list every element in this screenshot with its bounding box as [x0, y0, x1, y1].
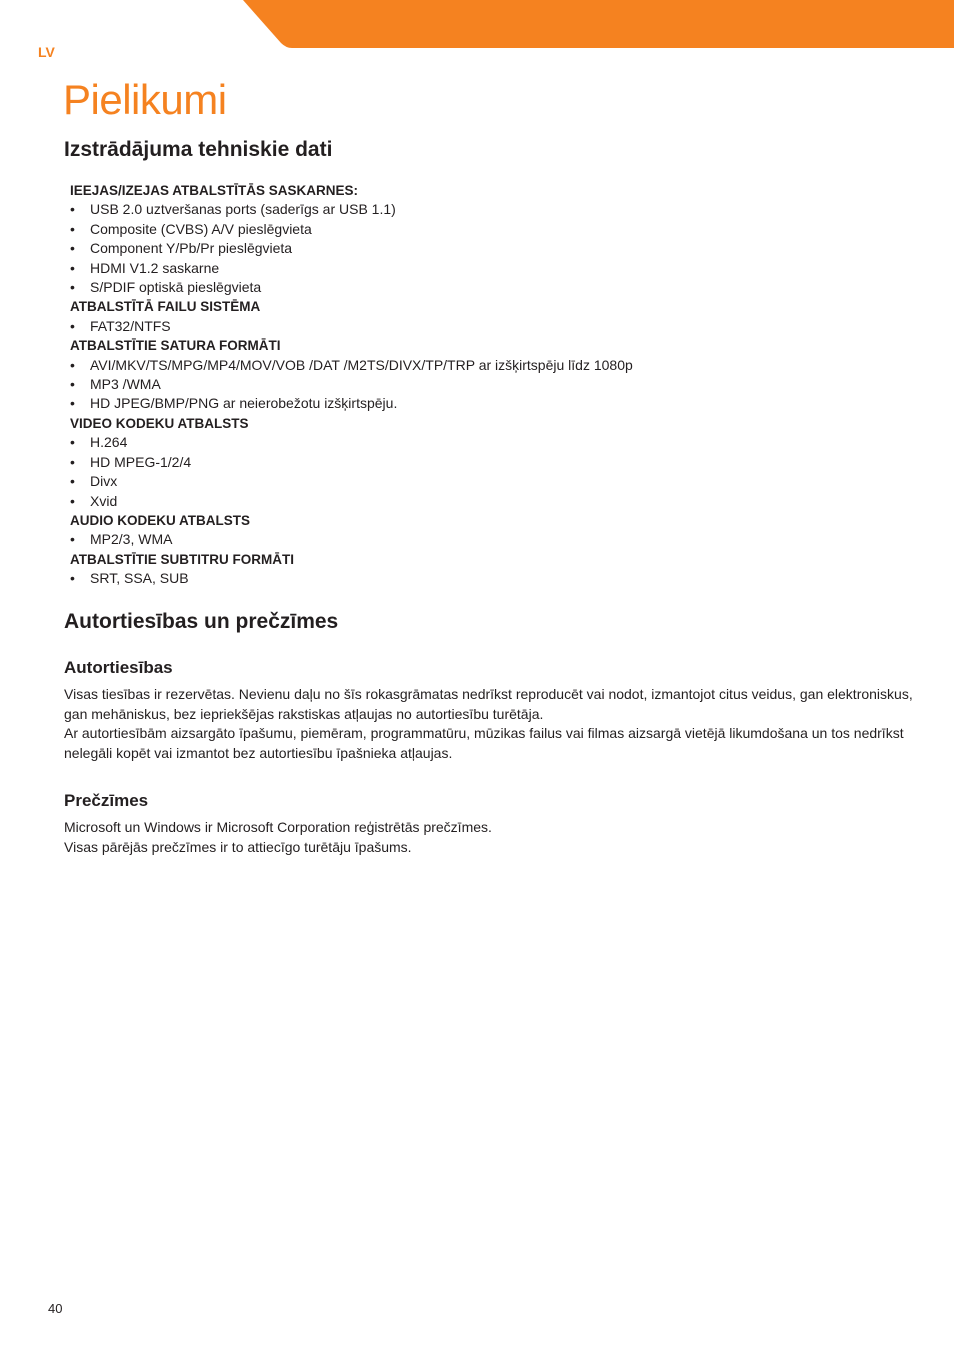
spec-item [70, 433, 633, 452]
bullet-icon: • [70, 317, 75, 334]
bullet-icon: • [70, 201, 75, 218]
bullet-icon: • [70, 240, 75, 257]
spec-item [70, 530, 633, 549]
orange-header-banner [0, 0, 954, 50]
spec-item-text: USB 2.0 uztveršanas ports (saderīgs ar USB 1.1) [90, 201, 396, 218]
page-number: 40 [48, 1301, 63, 1316]
trademarks-paragraph: Microsoft un Windows ir Microsoft Corporation reģistrētās prečzīmes. [64, 819, 492, 835]
bullet-icon: • [70, 492, 75, 509]
spec-category-title: VIDEO KODEKU ATBALSTS [70, 415, 249, 431]
spec-item [70, 356, 633, 375]
spec-item [70, 239, 633, 258]
language-code: LV [38, 44, 55, 60]
spec-item-text: Composite (CVBS) A/V pieslēgvieta [90, 220, 312, 237]
bullet-icon: • [70, 434, 75, 451]
copyright-text [64, 685, 914, 763]
bullet-icon: • [70, 220, 75, 237]
spec-item [70, 492, 633, 511]
spec-item [70, 394, 633, 413]
spec-item [70, 317, 633, 336]
bullet-icon: • [70, 531, 75, 548]
spec-item-text: HD MPEG-1/2/4 [90, 453, 192, 470]
bullet-icon: • [70, 279, 75, 296]
bullet-icon: • [70, 395, 75, 412]
spec-item-text: MP2/3, WMA [90, 531, 173, 548]
spec-item-text: FAT32/NTFS [90, 317, 171, 334]
spec-item [70, 200, 633, 219]
spec-item [70, 375, 633, 394]
spec-item-text: Xvid [90, 492, 118, 509]
spec-item-text: Component Y/Pb/Pr pieslēgvieta [90, 240, 293, 257]
trademarks-text [64, 818, 914, 857]
copyright-heading: Autortiesības [64, 658, 173, 677]
legal-heading: Autortiesības un prečzīmes [64, 610, 339, 633]
trademarks-paragraph: Visas pārējās prečzīmes ir to attiecīgo turētāju īpašums. [64, 838, 412, 855]
bullet-icon: • [70, 453, 75, 470]
spec-category-title: ATBALSTĪTIE SUBTITRU FORMĀTI [70, 551, 294, 567]
spec-category-title: IEEJAS/IZEJAS ATBALSTĪTĀS SASKARNES: [70, 183, 359, 198]
spec-item-text: SRT, SSA, SUB [90, 570, 189, 587]
bullet-icon: • [70, 259, 75, 276]
spec-category-title: ATBALSTĪTIE SATURA FORMĀTI [70, 338, 281, 354]
spec-item-text: H.264 [90, 434, 128, 451]
bullet-icon: • [70, 376, 75, 393]
spec-item [70, 278, 633, 297]
spec-item [70, 259, 633, 278]
spec-item [70, 220, 633, 239]
trademarks-heading: Prečzīmes [64, 791, 149, 810]
specs-list [70, 181, 633, 589]
spec-item-text: HD JPEG/BMP/PNG ar neierobežotu izšķirtspēju. [90, 395, 398, 412]
bullet-icon: • [70, 570, 75, 587]
copyright-paragraph: Visas tiesības ir rezervētas. Nevienu daļu no šīs rokasgrāmatas nedrīkst reproducēt vai nodot, izmantojot citus veidus, gan elektroniskus, gan mehāniskus, bez iepriekšējas rakstiskas atļaujas no autortiesību turētāja. [64, 686, 913, 722]
spec-category-title: ATBALSTĪTĀ FAILU SISTĒMA [70, 299, 261, 315]
spec-item-text: S/PDIF optiskā pieslēgvieta [90, 279, 262, 296]
spec-category-title: AUDIO KODEKU ATBALSTS [70, 512, 250, 528]
copyright-paragraph: Ar autortiesībām aizsargāto īpašumu, piemēram, programmatūru, mūzikas failus vai filmas aizsargā vietējā likumdošana un tos nedrīkst nelegāli kopēt vai izmantot bez autortiesību īpašnieka atļaujas. [64, 725, 904, 761]
bullet-icon: • [70, 356, 75, 373]
spec-item-text: MP3 /WMA [90, 376, 161, 393]
spec-item [70, 453, 633, 472]
specs-heading: Izstrādājuma tehniskie dati [64, 138, 333, 161]
spec-item-text: Divx [90, 473, 118, 490]
bullet-icon: • [70, 473, 75, 490]
spec-item-text: AVI/MKV/TS/MPG/MP4/MOV/VOB /DAT /M2TS/DIVX/TP/TRP ar izšķirtspēju līdz 1080p [90, 356, 633, 373]
spec-item-text: HDMI V1.2 saskarne [90, 259, 220, 276]
page-title: Pielikumi [63, 76, 227, 123]
spec-item [70, 569, 633, 588]
spec-item [70, 472, 633, 491]
